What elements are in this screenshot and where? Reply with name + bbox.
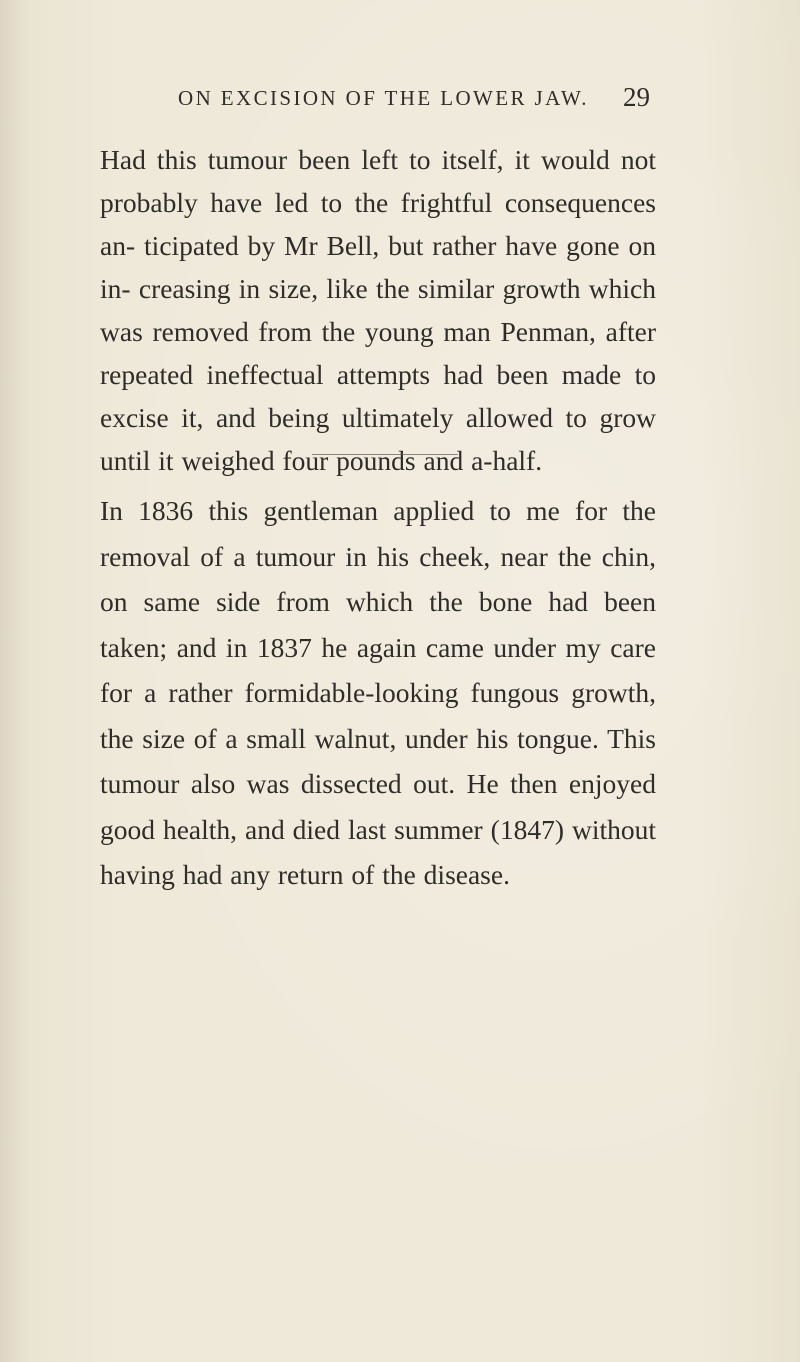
running-head xyxy=(0,82,800,116)
paragraph-2: In 1836 this gentleman applied to me for the removal of a tumour in his cheek, near the chin, on same side from which the bone had been taken; and in 1837 he again came under my care for a rather formidable-looking fungous growth, the size of a small walnut, under his tongue. This tumour also was dissected out. He then enjoyed good health, and died last summer (1847) without having had any return of the disease. xyxy=(100,495,656,890)
paragraph-1: Had this tumour been left to itself, it would not probably have led to the frightful consequences an- ticipated by Mr Bell, but rather have gone on in- creasing in size, like the similar growth which was removed from the young man Penman, after repeated ineffectual attempts had been made to excise it, and being ultimately allowed to grow until it weighed four pounds and a-half. xyxy=(100,144,656,476)
page-number: 29 xyxy=(623,82,650,112)
section-separator-rule xyxy=(312,454,458,455)
running-title: ON EXCISION OF THE LOWER JAW. xyxy=(178,86,589,110)
